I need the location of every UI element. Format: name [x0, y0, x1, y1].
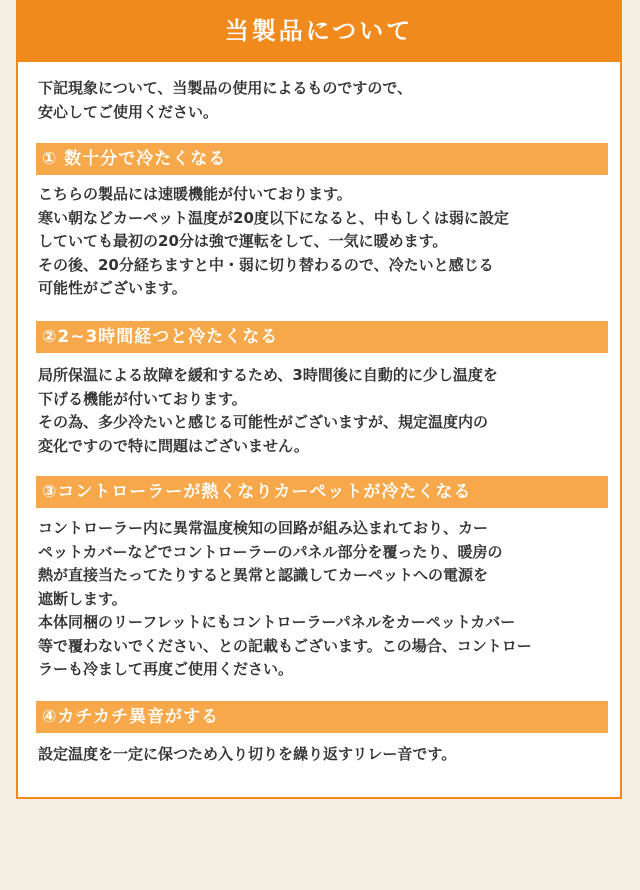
- info-card: [16, 0, 622, 799]
- section-body-2: 局所保温による故障を緩和するため、3時間後に自動的に少し温度を 下げる機能が付いております。 その為、多少冷たいと感じる可能性がございますが、規定温度内の 変化ですので特に問題はございません。: [38, 366, 498, 455]
- section-body-3: コントローラー内に異常温度検知の回路が組み込まれており、カー ペットカバーなどでコントローラーのパネル部分を覆ったり、暖房の 熱が直接当たってたりすると異常と認識してカーペットへの電源を 遮断します。 本体同梱のリーフレットにもコントローラーパネルをカーペットカバー 等で覆わないでください、との記載もございます。この場合、コントロー ラーも冷まして再度ご使用ください。: [38, 519, 532, 678]
- section-body-1: こちらの製品には速暖機能が付いております。 寒い朝などカーペット温度が20度以下になると、中もしくは弱に設定 していても最初の20分は強で運転をして、一気に暖めます。 その後、20分経ちますと中・弱に切り替わるので、冷たいと感じる 可能性がございます。: [38, 185, 509, 297]
- intro-text: 下記現象について、当製品の使用によるものですので、 安心してご使用ください。: [38, 79, 413, 121]
- section-heading-1: ① 数十分で冷たくなる: [36, 143, 608, 175]
- page-title: 当製品について: [16, 0, 622, 62]
- section-heading-4: ④カチカチ異音がする: [36, 701, 608, 733]
- section-heading-2: ②2~3時間経つと冷たくなる: [36, 321, 608, 353]
- section-body-4: 設定温度を一定に保つため入り切りを繰り返すリレー音です。: [38, 745, 457, 763]
- section-heading-3: ③コントローラーが熱くなりカーペットが冷たくなる: [36, 476, 608, 508]
